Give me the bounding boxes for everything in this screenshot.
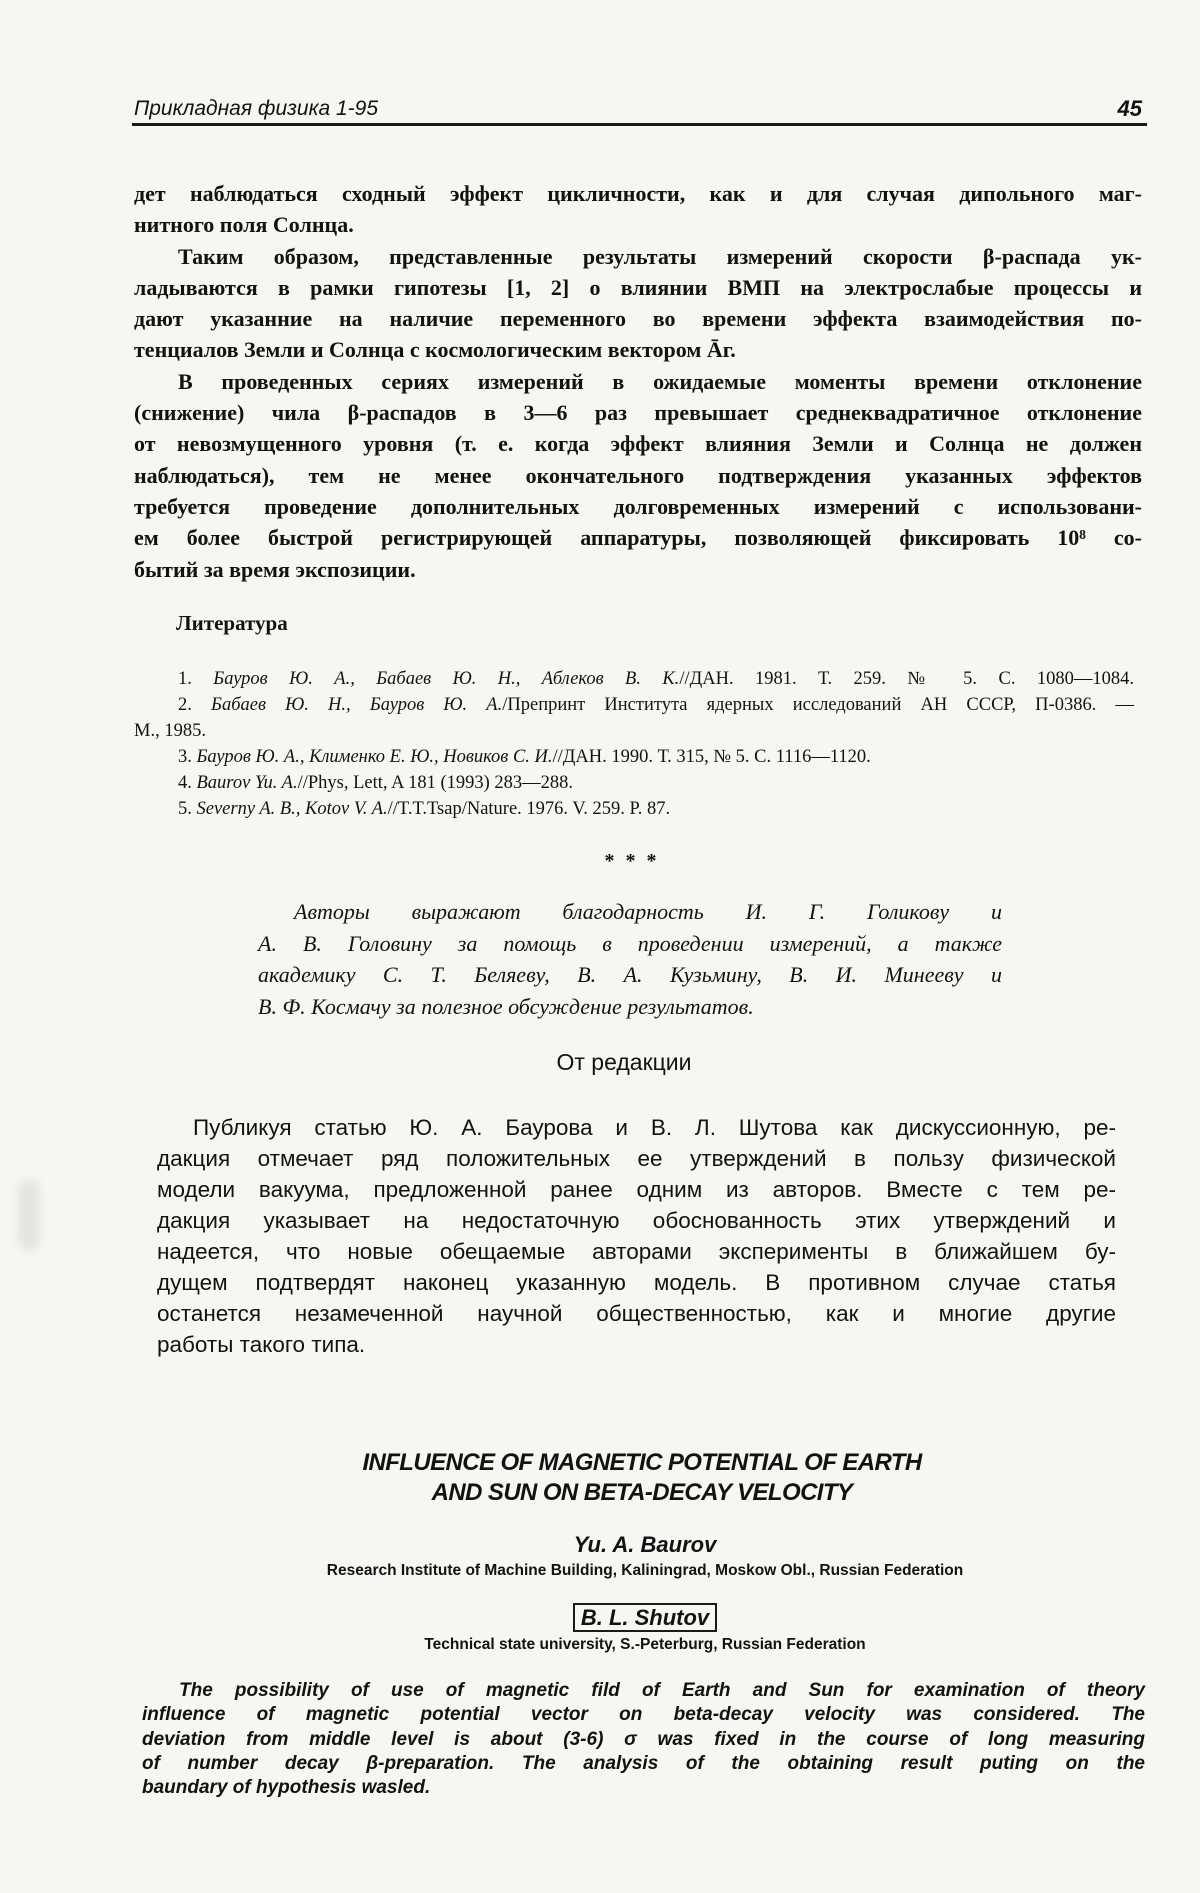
section-separator: * * *: [604, 850, 660, 872]
text-line: нитного поля Солнца.: [134, 212, 354, 238]
body-text: [134, 178, 1142, 585]
text-line: А. В. Головину за помощь в проведении измерений, а также: [258, 930, 1002, 956]
reference-source: //ДАН. 1990. Т. 315, № 5. С. 1116—1120.: [552, 747, 871, 767]
reference-number: 1.: [178, 669, 192, 689]
editorial-note: [157, 1112, 1116, 1360]
text-line: тенциалов Земли и Солнца с космологическим вектором Āг.: [134, 337, 736, 363]
text-line: Публикуя статью Ю. А. Баурова и В. Л. Шутова как дискуссионную, ре-: [193, 1115, 1116, 1140]
text-line: работы такого типа.: [157, 1332, 366, 1357]
text-line: Таким образом, представленные результаты измерений скорости β-распада ук-: [178, 243, 1142, 269]
reference-item: [134, 744, 1134, 770]
reference-source: //T.T.Tsap/Nature. 1976. V. 259. P. 87.: [387, 799, 671, 819]
references-heading: Литература: [176, 611, 288, 635]
text-line: останется незамеченной научной общественностью, как и многие другие: [157, 1301, 1116, 1326]
reference-authors: Бауров Ю. А., Клименко Е. Ю., Новиков С. И.: [196, 747, 553, 767]
text-line: от невозмущенного уровня (т. е. когда эффект влияния Земли и Солнца не должен: [134, 431, 1142, 457]
reference-number: 4.: [178, 773, 192, 793]
text-line: В. Ф. Космачу за полезное обсуждение результатов.: [258, 994, 754, 1020]
author-name: Yu. A. Baurov: [573, 1532, 717, 1557]
text-line: дакция указывает на недостаточную обоснованность этих утверждений и: [157, 1208, 1116, 1233]
text-line: ладываются в рамки гипотезы [1, 2] о влиянии ВМП на электрослабые процессы и: [134, 274, 1142, 300]
reference-item: [134, 692, 1134, 744]
reference-number: 2.: [178, 695, 192, 715]
paragraph: [134, 366, 1142, 585]
reference-item: [134, 796, 1134, 822]
text-line: надеется, что новые обещаемые авторами эксперименты в ближайшем бу-: [157, 1239, 1116, 1264]
references-list: [134, 666, 1134, 822]
text-line: дет наблюдаться сходный эффект цикличности, как и для случая дипольного маг-: [134, 181, 1142, 206]
english-title: [300, 1448, 984, 1508]
reference-authors: Baurov Yu. A.: [196, 773, 298, 793]
reference-number: 5.: [178, 799, 192, 819]
text-line: ем более быстрой регистрирующей аппаратуры, позволяющей фиксировать 10⁸ со-: [134, 525, 1142, 551]
text-line: influence of magnetic potential vector on beta-decay velocity was considered. The: [142, 1704, 1145, 1726]
paragraph: [134, 241, 1142, 366]
text-line: deviation from middle level is about (3-6) σ was fixed in the course of long measuring: [142, 1728, 1145, 1750]
text-line: The possibility of use of magnetic fild of Earth and Sun for examination of theory: [179, 1680, 1145, 1701]
reference-source: //ДАН. 1981. Т. 259. № 5. С. 1080—1084.: [679, 669, 1134, 689]
paragraph: [134, 178, 1142, 241]
title-line: AND SUN ON BETA-DECAY VELOCITY: [431, 1479, 853, 1506]
text-line: дущем подтвердят наконец указанную модель. В противном случае статья: [157, 1270, 1116, 1295]
reference-source: //Phys, Lett, A 181 (1993) 283—288.: [297, 773, 574, 793]
title-line: INFLUENCE OF MAGNETIC POTENTIAL OF EARTH: [362, 1449, 922, 1476]
paragraph: [258, 896, 1002, 1023]
paragraph: [142, 1679, 1145, 1800]
reference-number: 3.: [178, 747, 192, 767]
paragraph: [157, 1112, 1116, 1360]
text-line: baundary of hypothesis wasled.: [142, 1777, 431, 1799]
english-abstract: [142, 1679, 1145, 1800]
reference-item: [134, 666, 1134, 692]
text-line: Авторы выражают благодарность И. Г. Голикову и: [294, 899, 1002, 924]
text-line: модели вакуума, предложенной ранее одним из авторов. Вместе с тем ре-: [157, 1177, 1116, 1202]
reference-authors: Severny A. B., Kotov V. A.: [196, 799, 388, 819]
text-line: В проведенных сериях измерений в ожидаемые моменты времени отклонение: [178, 368, 1142, 394]
reference-authors: Бабаев Ю. Н., Бауров Ю. А.: [211, 695, 503, 715]
author-name-boxed: [400, 1605, 890, 1631]
text-line: наблюдаться), тем не менее окончательного подтверждения указанных эффектов: [134, 462, 1142, 488]
text-line: of number decay β-preparation. The analysis of the obtaining result puting on the: [142, 1752, 1145, 1774]
editorial-heading: От редакции: [556, 1049, 692, 1075]
text-line: дают указанние на наличие переменного во времени эффекта взаимодействия по-: [134, 306, 1142, 332]
header-rule: [132, 123, 1147, 126]
scan-smudge: [18, 1180, 40, 1250]
text-line: (снижение) чила β-распадов в 3—6 раз превышает среднеквадратичное отклонение: [134, 400, 1142, 426]
author-affiliation: Technical state university, S.-Peterburg, Russian Federation: [424, 1636, 866, 1653]
reference-authors: Бауров Ю. А., Бабаев Ю. Н., Аблеков В. К.: [213, 669, 680, 689]
reference-item: [134, 770, 1134, 796]
author-name: B. L. Shutov: [573, 1603, 717, 1632]
running-header-journal: Прикладная физика 1-95: [134, 97, 379, 120]
reference-source: /Препринт Института ядерных исследований АН СССР, П-0386. —: [502, 695, 1134, 715]
reference-source-continued: М., 1985.: [134, 721, 206, 741]
page-number: 45: [1117, 96, 1142, 121]
text-line: требуется проведение дополнительных долговременных измерений с использовани-: [134, 493, 1142, 519]
text-line: академику С. Т. Беляеву, В. А. Кузьмину, В. И. Минееву и: [258, 962, 1002, 988]
text-line: дакция отмечает ряд положительных ее утверждений в пользу физической: [157, 1146, 1116, 1171]
author-affiliation: Research Institute of Machine Building, Kaliningrad, Moskow Obl., Russian Federation: [326, 1562, 964, 1579]
acknowledgment: [258, 896, 1002, 1023]
text-line: бытий за время экспозиции.: [134, 556, 416, 582]
